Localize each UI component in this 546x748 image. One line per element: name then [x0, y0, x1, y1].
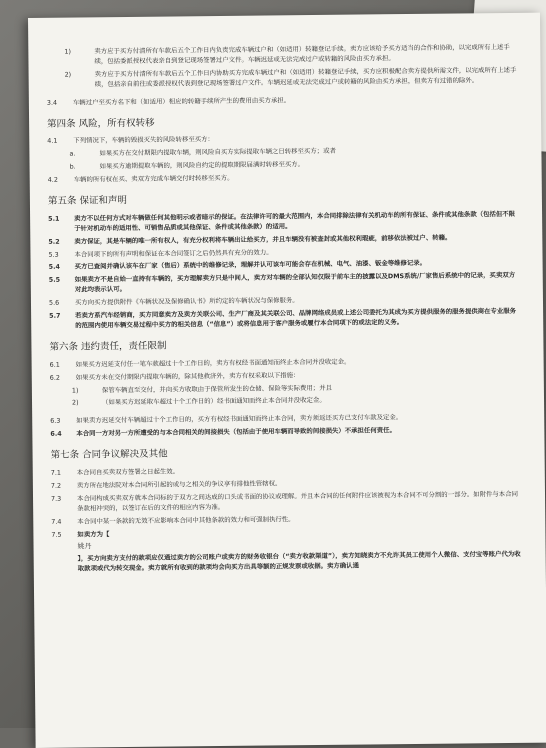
clause-7-2	[51, 477, 521, 492]
clause-number: 5.3	[48, 250, 59, 259]
clause-number: 5.6	[48, 298, 60, 307]
clause-text: 】，买方向卖方支付的款项应仅通过卖方的公司账户或卖方的财务收银台（“卖方收款渠道”），卖方知晓卖方不允许其员工使用个人微信、支付宝等账户代为收取款项或代为转交现金。卖方就所有收到的款项均会向买方出具等额的正规发票或收据。卖方确认通	[77, 550, 521, 573]
handwritten-seller-name: 姚丹	[77, 542, 92, 551]
clause-number: 7.2	[50, 481, 62, 490]
item-text: 如果买方逾期提取车辆的，则风险自约定的提取期限届满时转移至买方。	[99, 160, 305, 171]
clause-6-2	[50, 368, 520, 383]
clause-text: 如果买方迟延支付任一笔车款超过十个工作日的，卖方有权经书面通知而终止本合同并没收定金。	[75, 357, 351, 369]
clause-number: 7.3	[50, 494, 62, 503]
clause-5-1	[48, 210, 518, 235]
clause-number: 3.4	[46, 98, 58, 107]
clause-text: 卖方不以任何方式对车辆做任何其他明示或者暗示的保证。在法律许可的最大范围内，本合同排除法律有关机动车的所有保证、条件或其他条款（包括但不限于针对机动车的适用性、可销售品质或其他保证、条件或其他条款）的适用。	[74, 209, 516, 233]
clause-number: 4.2	[47, 175, 58, 184]
item-text: 卖方应于买方付清所有车款后五个工作日内负责完成车辆过户和（如适用）转籍登记手续。卖方应该给予买方适当的合作和协助，以完成所有上述手续，包括委派授权代表亲自到登记现场签署过户文件。车辆迟延或无法完成过户或转籍的风险由买方承担。	[94, 42, 510, 66]
clause-4-2	[48, 171, 518, 186]
clause-text: 本合同构成买卖双方就本合同标的于双方之间达成的口头或书面的协议或理解。并且本合同的任何附件应该被视为本合同不可分割的一部分。如附件与本合同条款相冲突的，以签订在后的文件的相应内容为准。	[76, 489, 519, 513]
clause-text: 买方已查阅并确认该车在厂家（售后）系统中的维修记录，理解并认可该车可能会存在机械、电气、油漆、钣金等维修记录。	[74, 259, 427, 271]
list-item	[50, 381, 520, 396]
clause-number: 6.2	[49, 373, 60, 382]
clause-7-4	[51, 512, 521, 527]
item-text: 如果买方在交付期限内提取车辆，则风险自买方实际提取车辆之日转移至买方；或者	[99, 147, 336, 158]
list-item	[47, 66, 517, 91]
clause-text: 如果卖方迟延交付车辆超过十个工作日的，买方有权经书面通知而终止本合同，卖方须返还买方已支付车款及定金。	[76, 413, 403, 425]
clause-number: 5.4	[48, 263, 60, 272]
clause-7-3	[51, 490, 521, 515]
clause-text: 下列情况下，车辆的毁损灭失的风险转移至买方：	[73, 135, 214, 145]
clause-5-2	[48, 232, 518, 247]
page-content	[46, 43, 522, 578]
item-number: a.	[69, 149, 76, 158]
item-number: 2)	[64, 70, 72, 79]
clause-number: 5.7	[49, 311, 61, 320]
clause-number: 7.5	[51, 530, 62, 539]
clause-text: 如果卖方不是自始一直持有车辆的，买方理解卖方只是中间人，卖方对车辆的全部认知仅限于前车主的披露以及DMS系统/厂家售后系统中的记录，买卖双方对此均表示认可。	[74, 271, 516, 294]
clause-text: 本合同自买卖双方签署之日起生效。	[76, 467, 180, 477]
clause-7-1	[51, 464, 521, 479]
item-number: 2)	[71, 398, 79, 407]
clause-text: 本合同项下的所有声明和保证在本合同签订之后仍然具有充分的效力。	[74, 247, 273, 259]
clause-number: 5.5	[48, 276, 61, 285]
clause-7-5-body	[52, 550, 522, 575]
clause-number: 6.3	[50, 417, 61, 426]
clause-text: 车辆过户至买方名下和（如适用）相应的转籍手续所产生的费用由买方承担。	[72, 95, 291, 107]
list-item	[47, 145, 517, 160]
item-text: 保管车辆直至交付，并向买方收取由于保管所发生的仓储、保险等实际费用；并且	[101, 383, 332, 394]
section-heading: 第六条 违约责任，责任限制	[49, 340, 167, 353]
clause-6-4	[50, 425, 520, 440]
clause-number: 5.2	[48, 237, 60, 246]
clause-text: 车辆的所有权在买、卖双方完成车辆交付时转移至买方。	[73, 173, 234, 184]
clause-label: 如卖方为【	[77, 529, 110, 539]
clause-text: 卖方保证，其是车辆的唯一所有权人，有充分权利将车辆出让给买方，并且车辆没有被查封或其他权利瑕疵，前移依法被过户、转籍。	[74, 233, 452, 246]
clause-6-1	[50, 356, 520, 371]
list-item	[46, 43, 516, 68]
section-heading: 第七条 合同争议解决及其他	[50, 448, 168, 461]
list-item	[48, 158, 518, 173]
clause-5-3	[48, 245, 518, 260]
item-number: 1)	[71, 386, 79, 395]
item-text: （如果买方迟延取车超过十个工作日的）经书面通知而终止本合同并没收定金。	[101, 396, 326, 407]
clause-text: 若卖方系汽车经销商，买方同意卖方及卖方关联公司、生产厂商及其关联公司、品牌网络成员或上述公司委托为其成为买方提供服务的服务提供商在专业服务的范围内使用车辆交易过程中买方的相关信息（“信息”）或将信息用于客户服务或履行本合同项下的或法定的义务。	[75, 307, 517, 330]
section-heading: 第五条 保证和声明	[47, 194, 128, 207]
clause-number: 4.1	[47, 137, 58, 146]
clause-text: 本合同一方对另一方所遭受的与本合同相关的间接损失（包括由于使用车辆而导致的间接损失）不承担任何责任。	[76, 426, 396, 438]
clause-text: 卖方所在地法院对本合同所引起的或与之相关的争议享有排他性管辖权。	[76, 479, 282, 490]
item-number: 1)	[64, 47, 71, 56]
list-item	[50, 394, 520, 409]
clause-5-5	[49, 271, 519, 296]
clause-text: 如果买方未在交付期限内提取车辆的，除其他救济外，卖方有权采取以下措施：	[75, 370, 300, 382]
section-heading: 第四条 风险，所有权转移	[47, 117, 155, 130]
contract-page	[28, 13, 546, 748]
clause-5-7	[49, 307, 519, 332]
clause-number: 6.1	[49, 360, 60, 369]
clause-number: 7.4	[51, 517, 62, 526]
clause-text: 买方向买方提供附件《车辆状况及保修确认书》所约定的车辆状况与保修服务。	[74, 296, 299, 307]
clause-number: 7.1	[50, 468, 61, 477]
item-text: 卖方应于买方付清所有车款后五个工作日内协助买方完成车辆过户和（如适用）转籍登记手续，买方应积极配合卖方提供所需文件，以完成所有上述手续，包括亲自前往或委派授权代表到登记现场签署过户文件。车辆迟延或无法完成过户或转籍的风险由买方承担，但卖方有过错的除外。	[94, 65, 517, 89]
item-number: b.	[69, 162, 76, 171]
clause-number: 6.4	[50, 429, 62, 439]
clause-4-1	[47, 132, 517, 147]
clause-number: 5.1	[48, 214, 60, 223]
clause-text: 本合同中某一条款的无效不应影响本合同中其他条款的效力和可强制执行性。	[77, 514, 295, 526]
